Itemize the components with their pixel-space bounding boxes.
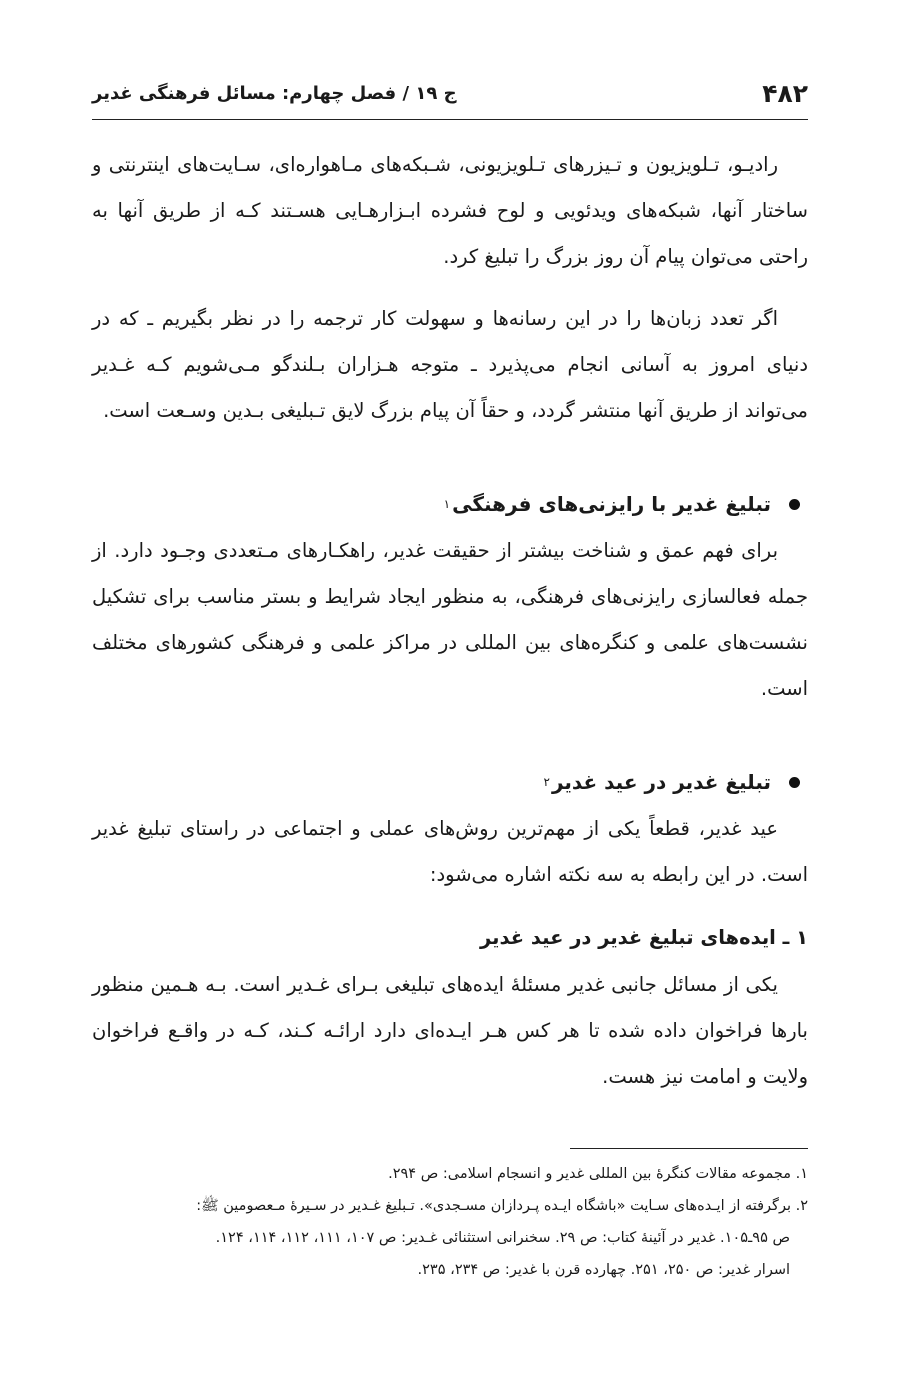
bullet-icon	[789, 777, 800, 788]
subsection-heading-ideas: ۱ ـ ایده‌های تبلیغ غدیر در عید غدیر	[480, 926, 808, 949]
footnote-2-line-1: ۲. برگرفته از ایـده‌های سـایت «باشگاه ایـده پـردازان مسـجدی». تـبلیغ غـدیر در سـیرۀ مـعصومین ﷺ:	[196, 1198, 808, 1214]
paragraph-media: رادیـو، تـلویزیون و تـیزرهای تـلویزیونی، شـبکه‌های مـاهواره‌ای، سـایت‌های اینترنتی و ساختار آنها، شبکه‌های ویدئویی و لوح فشرده ابـزارهـایی هسـتند کـه از طریق آنها به راحتی می‌توان پیام آن روز بزرگ را تبلیغ کرد.	[92, 153, 808, 268]
footnote-2-line-2: ص ۹۵ـ۱۰۵. غدیر در آئینۀ کتاب: ص ۲۹. سخنرانی استثنائی غـدیر: ص ۱۰۷، ۱۱۱، ۱۱۲، ۱۱۴، ۱۲۴.	[215, 1230, 790, 1246]
paragraph-languages: اگر تعدد زبان‌ها را در این رسانه‌ها و سهولت کار ترجمه را در نظر بگیریم ـ که در دنیای امروز به آسانی انجام می‌پذیرد ـ متوجه هـزاران بـلندگو مـی‌شویم کـه غـدیر می‌تواند از طریق آنها منتشر گردد، و حقاً آن پیام بزرگ لایق تـبلیغی بـدین وسـعت است.	[92, 307, 808, 422]
book-page	[92, 0, 808, 1390]
section-heading-eid-ghadir: تبلیغ غدیر در عید غدیر ۲	[92, 758, 808, 806]
page-number: ۴۸۲	[762, 79, 808, 108]
footnote-1: ۱. مجموعه مقالات کنگرۀ بین المللی غدیر و انسجام اسلامی: ص ۲۹۴.	[388, 1166, 808, 1182]
bullet-icon	[789, 499, 800, 510]
header-divider	[92, 119, 808, 120]
section-heading-cultural-consultations: تبلیغ غدیر با رایزنی‌های فرهنگی ۱	[92, 480, 808, 528]
section-title: تبلیغ غدیر با رایزنی‌های فرهنگی	[452, 492, 771, 516]
footnotes	[92, 1158, 808, 1286]
section-title: تبلیغ غدیر در عید غدیر	[551, 770, 771, 794]
body-text	[92, 142, 808, 1100]
footnote-divider	[570, 1148, 808, 1149]
footnote-2-line-3: اسرار غدیر: ص ۲۵۰، ۲۵۱. چهارده قرن با غدیر: ص ۲۳۴، ۲۳۵.	[417, 1262, 790, 1278]
paragraph-eid: عید غدیر، قطعاً یکی از مهم‌ترین روش‌های عملی و اجتماعی در راستای تبلیغ غدیر است. در این رابطه به سه نکته اشاره می‌شود:	[92, 817, 808, 886]
paragraph-ideas: یکی از مسائل جانبی غدیر مسئلۀ ایده‌های تبلیغی بـرای غـدیر است. بـه هـمین منظور بارها فراخوان داده شده تا هر کس هـر ایـده‌ای دارد ارائـه کـند، کـه در واقـع فراخوان ولایت و امامت نیز هست.	[92, 973, 808, 1088]
running-title: ج ۱۹ / فصل چهارم: مسائل فرهنگی غدیر	[92, 83, 457, 104]
paragraph-consultations: برای فهم عمق و شناخت بیشتر از حقیقت غدیر، راهکـارهای مـتعددی وجـود دارد. از جمله فعالسازی رایزنی‌های فرهنگی، به منظور ایجاد شرایط و بستر مناسب برای تشکیل نشست‌های علمی و کنگره‌های بین المللی در مراکز علمی و فرهنگی کشورهای مختلف است.	[92, 539, 808, 700]
page-header	[92, 74, 808, 114]
